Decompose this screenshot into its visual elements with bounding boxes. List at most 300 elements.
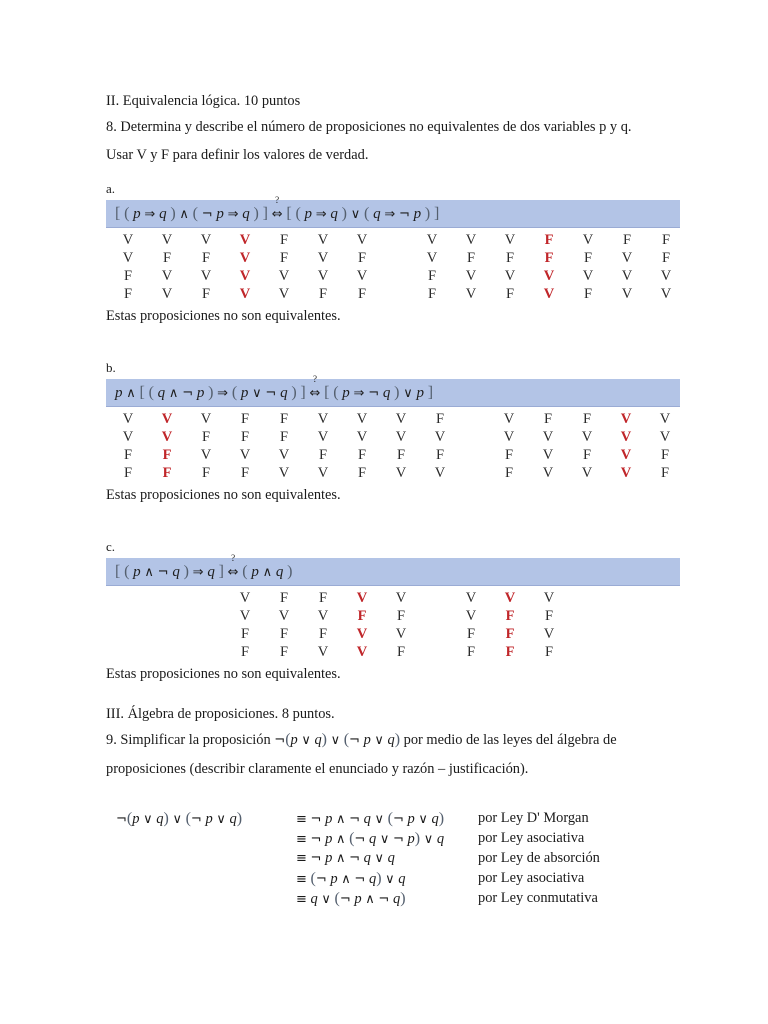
truth-value-cell: F xyxy=(162,465,172,481)
logic-operator: ⇒ xyxy=(353,385,365,401)
truth-value-cell: V xyxy=(317,608,329,624)
bracket: ) xyxy=(424,204,431,222)
truth-value-cell: V xyxy=(356,590,368,606)
truth-value-cell: F xyxy=(505,286,515,302)
truth-value-cell: V xyxy=(239,268,251,284)
logic-operator: ≡ xyxy=(296,812,307,827)
truth-value-cell: V xyxy=(239,250,251,266)
truth-value-cell: V xyxy=(161,268,173,284)
exercise-label-c: c. xyxy=(106,539,116,554)
proposition-variable: q xyxy=(275,563,284,580)
bracket: ) xyxy=(183,562,189,580)
truth-value-cell: V xyxy=(503,429,515,445)
bracket: ( xyxy=(192,204,198,222)
truth-value-cell: F xyxy=(279,411,289,427)
section-iii-heading: III. Álgebra de proposiciones. 8 puntos. xyxy=(106,706,335,722)
truth-value-cell: V xyxy=(356,268,368,284)
truth-value-cell: V xyxy=(465,608,477,624)
formula-box xyxy=(106,373,680,407)
question-9-suffix: por medio de las leyes del álgebra de xyxy=(403,732,617,748)
question-9-line-2: proposiciones (describir claramente el enunciado y razón – justificación). xyxy=(106,761,529,777)
bracket: ) xyxy=(208,383,214,401)
truth-value-cell: F xyxy=(240,429,250,445)
truth-value-cell: F xyxy=(466,644,476,660)
truth-value-cell: V xyxy=(278,286,290,302)
bracket: ] xyxy=(262,204,268,222)
proposition-variable: q xyxy=(242,205,250,222)
proposition-variable: p xyxy=(251,563,259,580)
proposition-variable: q xyxy=(363,811,371,827)
biconditional-symbol: ⇔ xyxy=(227,564,239,580)
truth-value-cell: V xyxy=(620,447,632,463)
truth-value-cell: V xyxy=(543,268,555,284)
formula-box xyxy=(106,552,680,586)
logic-operator: ¬ xyxy=(116,812,127,827)
truth-value-cell: V xyxy=(504,590,516,606)
truth-value-cell: V xyxy=(582,232,594,248)
truth-value-cell: V xyxy=(200,447,212,463)
truth-value-cell: V xyxy=(200,232,212,248)
truth-value-cell: V xyxy=(356,232,368,248)
truth-value-cell: V xyxy=(278,465,290,481)
derivation-row xyxy=(106,870,682,890)
exercise-label-b: b. xyxy=(106,360,116,375)
truth-value-cell: F xyxy=(279,644,289,660)
truth-value-cell: F xyxy=(583,286,593,302)
truth-table xyxy=(106,586,682,662)
truth-value-cell: F xyxy=(123,465,133,481)
bracket: ( xyxy=(185,810,191,827)
truth-value-cell: F xyxy=(466,626,476,642)
truth-value-cell: F xyxy=(505,608,515,624)
truth-value-cell: F xyxy=(240,644,250,660)
truth-value-cell: V xyxy=(395,626,407,642)
truth-value-cell: V xyxy=(317,429,329,445)
truth-value-cell: V xyxy=(621,250,633,266)
truth-value-cell: F xyxy=(318,286,328,302)
logic-operator: ∨ xyxy=(403,385,413,401)
logic-operator: ∧ xyxy=(335,832,346,847)
truth-value-cell: V xyxy=(543,626,555,642)
bracket: ( xyxy=(126,810,133,827)
bracket: ) xyxy=(291,383,297,401)
truth-value-cell: F xyxy=(435,411,445,427)
bracket: ( xyxy=(295,204,301,222)
bracket: [ xyxy=(115,204,121,222)
proposition-variable: p xyxy=(413,205,422,222)
bracket: ] xyxy=(218,562,224,580)
truth-value-cell: F xyxy=(123,447,133,463)
bracket: ) xyxy=(438,810,445,827)
derivation-step-reason: por Ley conmutativa xyxy=(478,890,598,906)
biconditional-symbol: ⇔ xyxy=(271,206,283,222)
proposition-variable: p xyxy=(240,384,249,401)
truth-value-cell: V xyxy=(317,232,329,248)
logic-operator: ¬ xyxy=(190,812,202,827)
truth-value-cell: V xyxy=(278,268,290,284)
formula-expression xyxy=(115,552,293,581)
proposition-variable: p xyxy=(133,563,141,580)
bracket: ( xyxy=(148,383,154,401)
logic-operator: ∧ xyxy=(262,564,273,580)
truth-value-cell: V xyxy=(278,608,290,624)
logic-operator: ¬ xyxy=(399,206,410,222)
logic-operator: ¬ xyxy=(274,733,286,748)
truth-value-cell: V xyxy=(543,590,555,606)
equivalence-operator xyxy=(271,194,283,223)
truth-value-cell: F xyxy=(357,250,367,266)
truth-value-cell: F xyxy=(543,411,553,427)
truth-value-cell: F xyxy=(505,250,515,266)
derivation-step-expression xyxy=(296,870,406,888)
truth-value-cell: V xyxy=(122,429,134,445)
bracket: ) xyxy=(163,810,169,827)
logic-operator: ¬ xyxy=(392,812,404,827)
logic-operator: ∧ xyxy=(365,892,375,907)
truth-value-cell: V xyxy=(426,250,438,266)
proposition-variable: p xyxy=(205,811,213,827)
logic-operator: ∨ xyxy=(374,851,384,866)
truth-value-cell: F xyxy=(357,608,367,624)
proposition-variable: p xyxy=(196,384,205,401)
logic-operator: ¬ xyxy=(392,832,404,847)
biconditional-symbol: ⇔ xyxy=(309,385,321,401)
bracket: ( xyxy=(349,830,355,847)
question-9-line-1 xyxy=(106,727,682,754)
logic-operator: ⇒ xyxy=(227,206,239,222)
truth-value-cell: F xyxy=(201,465,211,481)
proposition-variable: q xyxy=(436,831,445,847)
conclusion-text: Estas proposiciones no son equivalentes. xyxy=(106,308,341,324)
logic-operator: ∨ xyxy=(350,206,361,222)
proposition-variable: q xyxy=(398,871,406,887)
truth-value-cell: F xyxy=(661,232,671,248)
proposition-variable: q xyxy=(363,850,371,866)
proposition-variable: p xyxy=(115,384,123,401)
truth-value-cell: F xyxy=(661,250,671,266)
truth-value-cell: V xyxy=(239,232,251,248)
derivation-step-reason: por Ley asociativa xyxy=(478,870,585,886)
logic-operator: ∨ xyxy=(216,812,226,827)
truth-value-cell: F xyxy=(544,250,554,266)
logic-operator: ≡ xyxy=(296,892,307,907)
truth-value-cell: V xyxy=(465,232,477,248)
proposition-variable: p xyxy=(354,891,362,907)
truth-value-cell: V xyxy=(317,644,329,660)
truth-value-cell: V xyxy=(395,429,407,445)
equivalence-operator xyxy=(227,552,239,581)
question-mark-superscript: ? xyxy=(312,373,317,384)
truth-value-cell: V xyxy=(239,608,251,624)
proposition-variable: p xyxy=(304,205,313,222)
logic-operator: ∨ xyxy=(330,733,341,748)
logic-operator: ⇒ xyxy=(384,206,396,222)
proposition-variable: p xyxy=(330,871,338,887)
truth-value-cell: V xyxy=(660,268,672,284)
conclusion-text: Estas proposiciones no son equivalentes. xyxy=(106,487,341,503)
proposition-variable: q xyxy=(172,563,180,580)
truth-value-cell: V xyxy=(503,411,515,427)
bracket: [ xyxy=(139,383,145,401)
proposition-variable: q xyxy=(157,384,166,401)
logic-operator: ∨ xyxy=(321,892,331,907)
proposition-variable: q xyxy=(387,732,395,748)
proposition-variable: q xyxy=(159,205,167,222)
truth-value-cell: F xyxy=(240,411,250,427)
bracket: ( xyxy=(124,562,130,580)
logic-operator: ⇒ xyxy=(144,206,156,222)
derivation-step-reason: por Ley de absorción xyxy=(478,850,600,866)
derivation-step-reason: por Ley asociativa xyxy=(478,830,585,846)
proposition-variable: q xyxy=(373,205,381,222)
logic-operator: ∨ xyxy=(172,812,182,827)
proposition-variable: q xyxy=(431,811,439,827)
proposition-variable: q xyxy=(387,850,395,866)
bracket: ( xyxy=(333,383,339,401)
bracket: ) xyxy=(170,204,176,222)
truth-value-cell: V xyxy=(434,429,446,445)
proposition-variable: q xyxy=(310,891,318,907)
truth-value-cell: F xyxy=(544,232,554,248)
truth-value-cell: V xyxy=(542,429,554,445)
proposition-variable: q xyxy=(207,563,215,580)
logic-operator: ∧ xyxy=(341,872,351,887)
truth-value-cell: V xyxy=(122,411,134,427)
truth-table xyxy=(106,228,682,304)
conclusion-text: Estas proposiciones no son equivalentes. xyxy=(106,666,341,682)
logic-operator: ∧ xyxy=(126,385,136,401)
bracket: ) xyxy=(287,562,293,580)
bracket: ( xyxy=(124,204,130,222)
truth-value-cell: V xyxy=(317,268,329,284)
bracket: ) xyxy=(236,810,243,827)
logic-operator: ¬ xyxy=(354,872,366,887)
derivation-row xyxy=(106,810,682,830)
truth-value-cell: V xyxy=(122,232,134,248)
truth-value-cell: F xyxy=(435,447,445,463)
truth-value-cell: F xyxy=(162,250,172,266)
question-9-formula xyxy=(274,732,403,748)
truth-value-cell: V xyxy=(660,286,672,302)
truth-value-cell: F xyxy=(279,590,289,606)
logic-operator: ¬ xyxy=(265,385,277,401)
proposition-variable: p xyxy=(342,384,350,401)
logic-operator: ∨ xyxy=(252,385,262,401)
logic-operator: ≡ xyxy=(296,872,307,887)
proposition-variable: p xyxy=(416,384,424,401)
formula-expression xyxy=(115,194,440,223)
truth-value-cell: F xyxy=(201,286,211,302)
bracket: ( xyxy=(343,731,350,748)
proposition-variable: p xyxy=(407,811,415,827)
truth-value-cell: V xyxy=(317,465,329,481)
truth-value-cell: F xyxy=(357,447,367,463)
truth-value-cell: V xyxy=(426,232,438,248)
truth-value-cell: F xyxy=(279,232,289,248)
proposition-variable: p xyxy=(407,831,415,847)
derivation-step-reason: por Ley D' Morgan xyxy=(478,810,589,826)
truth-value-cell: F xyxy=(427,286,437,302)
derivation-row xyxy=(106,850,682,870)
logic-operator: ∨ xyxy=(385,872,395,887)
logic-operator: ⇒ xyxy=(192,564,204,580)
truth-value-cell: V xyxy=(543,286,555,302)
truth-value-cell: F xyxy=(396,644,406,660)
bracket: ) xyxy=(394,731,401,748)
proposition-variable: p xyxy=(363,732,371,748)
truth-value-cell: V xyxy=(239,286,251,302)
logic-operator: ∨ xyxy=(423,832,434,847)
logic-operator: ¬ xyxy=(315,872,327,887)
truth-value-cell: V xyxy=(395,411,407,427)
logic-operator: ¬ xyxy=(201,206,213,222)
truth-value-cell: V xyxy=(504,268,516,284)
truth-value-cell: F xyxy=(123,286,133,302)
derivation-row xyxy=(106,830,682,850)
truth-value-cell: V xyxy=(200,268,212,284)
proposition-variable: q xyxy=(314,732,322,748)
section-ii-heading: II. Equivalencia lógica. 10 puntos xyxy=(106,93,301,109)
logic-operator: ∨ xyxy=(418,812,428,827)
logic-operator: ¬ xyxy=(310,851,322,866)
truth-value-cell: V xyxy=(504,232,516,248)
truth-value-cell: F xyxy=(504,465,514,481)
truth-value-cell: V xyxy=(581,429,593,445)
truth-value-cell: F xyxy=(318,447,328,463)
truth-value-cell: V xyxy=(542,465,554,481)
logic-operator: ⇒ xyxy=(315,206,327,222)
logic-operator: ¬ xyxy=(310,832,322,847)
truth-value-cell: F xyxy=(396,447,406,463)
truth-value-cell: F xyxy=(201,429,211,445)
proposition-variable: q xyxy=(368,871,377,887)
truth-value-cell: F xyxy=(279,626,289,642)
question-8-line-2: Usar V y F para definir los valores de verdad. xyxy=(106,147,369,163)
bracket: ] xyxy=(433,204,440,222)
bracket: ) xyxy=(341,204,347,222)
truth-value-cell: V xyxy=(356,644,368,660)
truth-value-cell: V xyxy=(434,465,446,481)
truth-value-cell: V xyxy=(356,429,368,445)
logic-operator: ∧ xyxy=(335,812,346,827)
truth-value-cell: V xyxy=(161,286,173,302)
document-content xyxy=(106,88,682,910)
truth-value-cell: F xyxy=(279,429,289,445)
logic-operator: ¬ xyxy=(349,851,360,866)
formula-box xyxy=(106,194,680,228)
bracket: ) xyxy=(376,870,382,887)
bracket: ( xyxy=(231,383,238,401)
logic-operator: ≡ xyxy=(296,832,307,847)
logic-operator: ¬ xyxy=(310,812,322,827)
truth-value-cell: V xyxy=(620,411,632,427)
truth-value-cell: F xyxy=(162,447,172,463)
truth-value-cell: F xyxy=(544,644,554,660)
truth-value-cell: V xyxy=(621,268,633,284)
proposition-variable: p xyxy=(133,205,141,222)
derivation-step-expression xyxy=(296,850,395,867)
logic-operator: ∨ xyxy=(143,812,153,827)
bracket: ) xyxy=(253,204,259,222)
truth-value-cell: F xyxy=(505,644,515,660)
logic-operator: ¬ xyxy=(368,385,380,401)
truth-value-cell: V xyxy=(465,590,477,606)
truth-value-cell: V xyxy=(395,590,407,606)
question-mark-superscript: ? xyxy=(275,194,280,205)
truth-value-cell: V xyxy=(465,268,477,284)
algebra-derivation xyxy=(106,810,682,910)
truth-value-cell: F xyxy=(240,626,250,642)
derivation-row xyxy=(106,890,682,910)
truth-value-cell: F xyxy=(201,250,211,266)
truth-value-cell: V xyxy=(620,465,632,481)
derivation-step-expression xyxy=(296,810,444,828)
truth-value-cell: V xyxy=(161,232,173,248)
truth-value-cell: V xyxy=(620,429,632,445)
proposition-variable: q xyxy=(156,811,164,827)
exercise-spacer xyxy=(106,327,682,357)
bracket: [ xyxy=(115,562,121,580)
bracket: [ xyxy=(286,204,292,222)
truth-value-cell: F xyxy=(504,447,514,463)
exercise-label-a: a. xyxy=(106,181,116,196)
truth-value-cell: F xyxy=(357,465,367,481)
truth-value-cell: F xyxy=(583,250,593,266)
formula-expression xyxy=(115,373,434,402)
proposition-variable: p xyxy=(325,831,333,847)
truth-value-cell: F xyxy=(357,286,367,302)
truth-value-cell: F xyxy=(318,590,328,606)
logic-operator: ∧ xyxy=(144,564,154,580)
truth-value-cell: V xyxy=(659,429,671,445)
truth-value-cell: F xyxy=(660,465,670,481)
logic-operator: ≡ xyxy=(296,851,307,866)
bracket: ( xyxy=(364,204,370,222)
proposition-variable: q xyxy=(280,384,288,401)
truth-value-cell: V xyxy=(582,268,594,284)
logic-operator: ∨ xyxy=(374,733,384,748)
logic-operator: ¬ xyxy=(339,892,351,907)
bracket: [ xyxy=(324,383,330,401)
truth-value-cell: V xyxy=(239,447,251,463)
derivation-step-expression xyxy=(296,890,406,908)
proposition-variable: q xyxy=(392,891,401,907)
truth-value-cell: V xyxy=(278,447,290,463)
bracket: ) xyxy=(321,731,327,748)
truth-value-cell: F xyxy=(582,411,592,427)
question-8-line-1: 8. Determina y describe el número de proposiciones no equivalentes de dos variables p y q. xyxy=(106,119,632,135)
truth-value-cell: F xyxy=(396,608,406,624)
truth-table xyxy=(106,407,682,483)
bracket: ( xyxy=(310,870,316,887)
truth-value-cell: F xyxy=(622,232,632,248)
proposition-variable: q xyxy=(330,205,338,222)
truth-value-cell: V xyxy=(659,411,671,427)
bracket: ] xyxy=(427,383,434,401)
proposition-variable: p xyxy=(325,850,333,866)
logic-operator: ⇒ xyxy=(217,385,229,401)
proposition-variable: p xyxy=(325,811,333,827)
truth-value-cell: F xyxy=(279,250,289,266)
bracket: ( xyxy=(334,890,340,907)
logic-operator: ∧ xyxy=(335,851,346,866)
bracket: ) xyxy=(400,890,406,907)
truth-value-cell: V xyxy=(239,590,251,606)
truth-value-cell: V xyxy=(317,411,329,427)
truth-value-cell: V xyxy=(317,250,329,266)
truth-value-cell: V xyxy=(542,447,554,463)
truth-value-cell: F xyxy=(544,608,554,624)
